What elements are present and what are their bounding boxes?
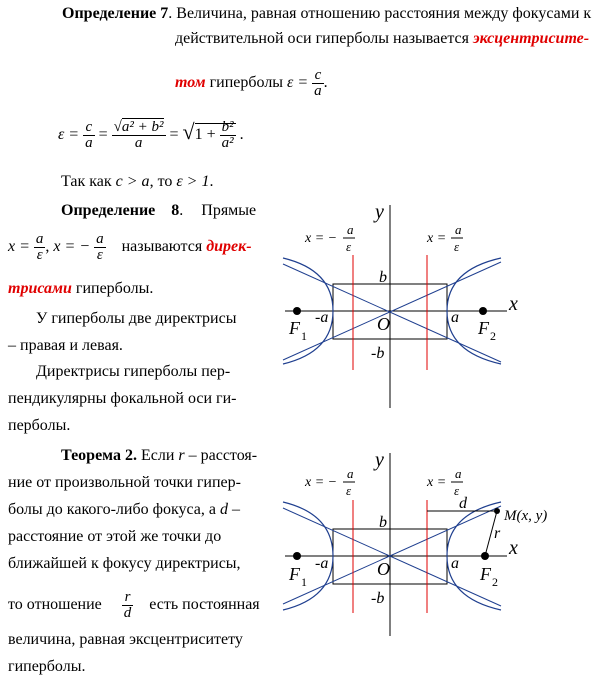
eccentricity-formula: ε = $\frac{c}{a}$ = $\frac{\text{√a² + b²}}{a}$ = √1 + $\frac{\text{b²}}{\text{a²}}$ . — [58, 119, 244, 151]
def7-line3: том гиперболы ε = $\frac{c}{a}$ . — [175, 67, 328, 99]
hyperbola-figure-1 — [275, 200, 535, 410]
minus-b-label: -b — [371, 345, 385, 362]
theorem-line6: то отношение $\frac{r}{d}$ есть постоянная — [8, 589, 260, 621]
frac-den: ε — [454, 483, 460, 498]
hyperbola-figure-2 — [275, 448, 575, 638]
focus-f1 — [293, 552, 301, 560]
since-line: Так как c > a, то ε > 1. — [61, 173, 214, 190]
a-label: a — [451, 555, 459, 572]
left-directrix-label: x = − — [305, 475, 338, 490]
para2-line1: Директрисы гиперболы пер- — [36, 363, 231, 380]
frac-num: a — [455, 222, 462, 237]
para1-line1: У гиперболы две директрисы — [36, 310, 237, 327]
f1-sub: 1 — [301, 329, 307, 343]
para2-line2: пендикулярны фокальной оси ги- — [8, 390, 237, 407]
def8-line3: трисами гиперболы. — [8, 280, 154, 297]
theorem-line3: болы до какого-либо фокуса, а d – — [8, 501, 240, 518]
def7-text2: действительной оси гиперболы называется — [175, 30, 469, 47]
f1-sub: 1 — [301, 575, 307, 589]
def8-line1: Определение 8. Прямые — [61, 202, 257, 219]
frac-den: ε — [346, 239, 352, 254]
f2-sub: 2 — [492, 575, 498, 589]
b-label: b — [379, 514, 387, 531]
point-m — [494, 508, 500, 514]
minus-b-label: -b — [371, 590, 385, 607]
f1-label: F — [289, 318, 300, 338]
def7-label: Определение 7 — [62, 5, 169, 22]
origin-label: O — [377, 559, 390, 579]
f2-label: F — [480, 564, 491, 584]
origin-label: O — [377, 314, 390, 334]
x-label: x — [509, 537, 518, 559]
point-m-label: M(x, y) — [504, 508, 548, 524]
def7-fraction: $\frac{c}{a}$ — [314, 67, 322, 99]
theorem-line7: величина, равная эксцентриситету — [8, 631, 243, 648]
d-label: d — [459, 495, 467, 512]
minus-a-label: -a — [315, 309, 329, 326]
theorem-line1: Теорема 2. Если r – расстоя- — [61, 447, 258, 464]
theorem-line5: ближайшей к фокусу директрисы, — [8, 555, 241, 572]
f1-label: F — [289, 564, 300, 584]
focus-f2 — [479, 307, 487, 315]
para2-line3: перболы. — [8, 417, 71, 434]
right-directrix-label: x = — [427, 475, 447, 490]
def7-line2 — [175, 29, 589, 49]
theorem-line2: ние от произвольной точки гипер- — [8, 474, 241, 491]
def7-text3: гиперболы — [209, 74, 284, 92]
def8-line2: x = $\frac{a}{\varepsilon}$ , x = − $\frac{a}{\varepsilon}$ называются дирек- — [8, 231, 252, 263]
f2-label: F — [478, 318, 489, 338]
right-directrix-label: x = — [427, 231, 447, 246]
theorem-line4: расстояние от этой же точки до — [8, 528, 222, 545]
left-directrix-label: x = − — [305, 231, 338, 246]
frac-den: ε — [454, 239, 460, 254]
def7-eps: ε = — [287, 74, 309, 92]
x-label: x — [509, 293, 518, 315]
focus-f1 — [293, 307, 301, 315]
theorem-line8: гиперболы. — [8, 658, 86, 675]
y-label: y — [375, 201, 384, 223]
def7-line1 — [62, 4, 591, 24]
y-label: y — [375, 449, 384, 471]
def7-term: эксцентрисите- — [472, 30, 590, 47]
focus-f2 — [481, 552, 489, 560]
minus-a-label: -a — [315, 555, 329, 572]
frac-den: ε — [346, 483, 352, 498]
a-label: a — [451, 309, 459, 326]
b-label: b — [379, 269, 387, 286]
def7-term-end: том — [175, 74, 206, 92]
def7-text1: . Величина, равная отношению расстояния между фокусами к — [168, 5, 592, 22]
frac-num: a — [347, 222, 354, 237]
frac-num: a — [347, 466, 354, 481]
para1-line2: – правая и левая. — [8, 337, 123, 354]
f2-sub: 2 — [490, 329, 496, 343]
frac-num: a — [455, 466, 462, 481]
r-label: r — [494, 525, 501, 542]
